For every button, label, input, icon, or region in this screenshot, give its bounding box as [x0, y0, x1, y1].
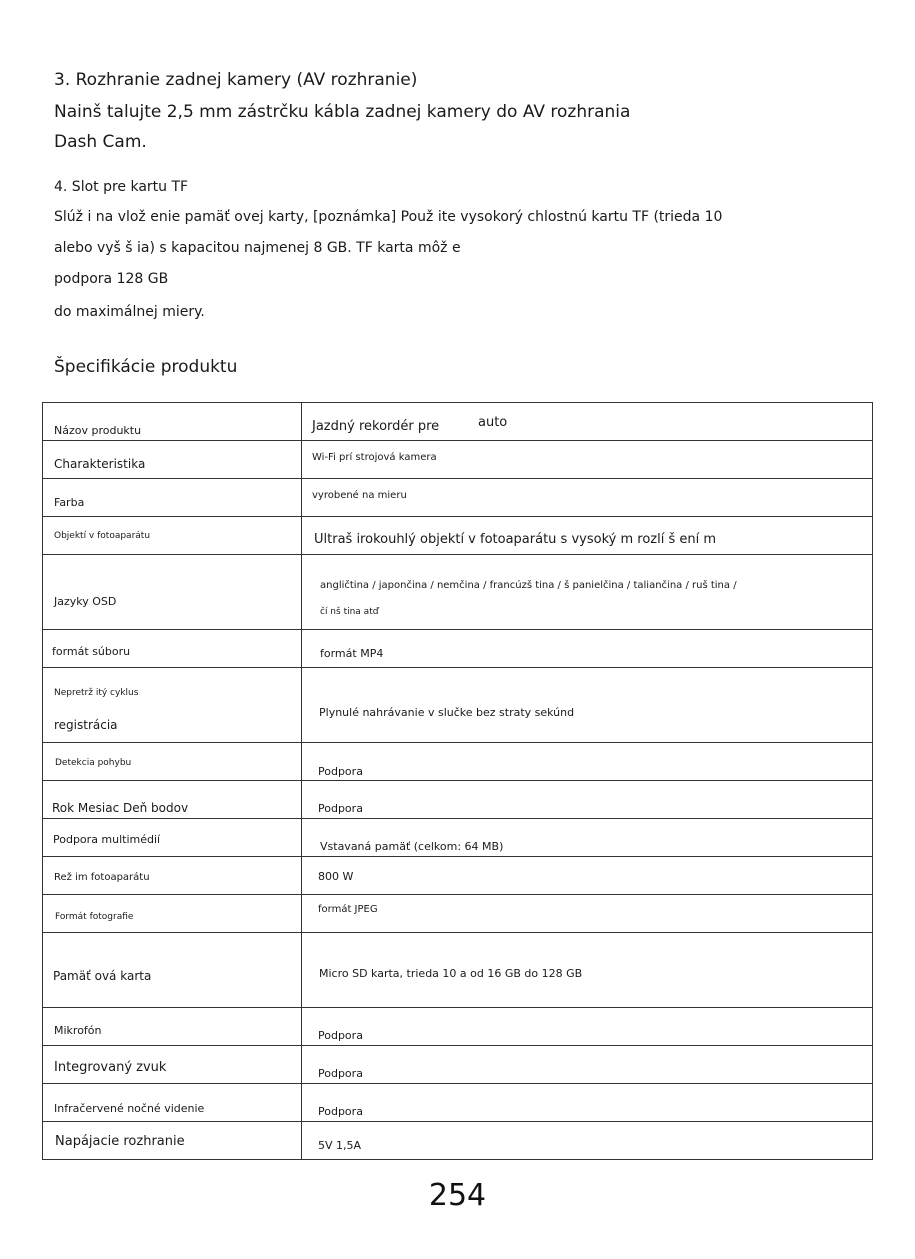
spec-value-line2: čí nš tina atď — [320, 607, 379, 617]
spec-label: formát súboru — [52, 645, 131, 658]
spec-value: Podpora — [318, 1029, 363, 1042]
spec-value-cell — [302, 933, 873, 1008]
table-row — [43, 1008, 873, 1046]
spec-value-cell — [302, 441, 873, 479]
spec-label-cell — [43, 895, 302, 933]
spec-label: Podpora multimédií — [53, 833, 161, 846]
spec-label-cell — [43, 555, 302, 630]
spec-label-cell — [43, 630, 302, 668]
spec-label-cell — [43, 1046, 302, 1084]
spec-label: Formát fotografie — [55, 912, 134, 922]
spec-label-cell — [43, 819, 302, 857]
spec-value-cell — [302, 403, 873, 441]
spec-value-cell — [302, 743, 873, 781]
section-text: Dash Cam. — [54, 132, 147, 152]
spec-value-cell — [302, 630, 873, 668]
spec-label: Charakteristika — [54, 457, 146, 471]
spec-value: 5V 1,5A — [318, 1139, 362, 1152]
spec-label: Napájacie rozhranie — [55, 1134, 185, 1149]
spec-value: Ultraš irokouhlý objektí v fotoaparátu s vysoký m rozlí š ení m — [314, 532, 717, 547]
table-row — [43, 857, 873, 895]
spec-label: Rež im fotoaparátu — [54, 872, 150, 883]
table-row — [43, 781, 873, 819]
spec-label-cell — [43, 857, 302, 895]
spec-label-cell — [43, 1008, 302, 1046]
table-row — [43, 743, 873, 781]
section-text: do maximálnej miery. — [54, 304, 205, 320]
section-text: Slúž i na vlož enie pamäť ovej karty, [poznámka] Použ ite vysokorý chlostnú kartu TF (trieda 10 — [54, 209, 723, 225]
spec-value-cell — [302, 668, 873, 743]
spec-label-cell — [43, 517, 302, 555]
section-heading-rear-camera: 3. Rozhranie zadnej kamery (AV rozhranie) — [54, 70, 418, 90]
spec-value-cell — [302, 857, 873, 895]
spec-value-cell — [302, 1046, 873, 1084]
spec-value: Podpora — [318, 802, 363, 815]
spec-value-cell — [302, 517, 873, 555]
spec-label: Rok Mesiac Deň bodov — [52, 801, 189, 815]
spec-value: Vstavaná pamäť (celkom: 64 MB) — [320, 840, 504, 853]
spec-label-cell — [43, 1122, 302, 1160]
spec-value: Jazdný rekordér pre — [312, 419, 440, 434]
spec-value-cell — [302, 1122, 873, 1160]
spec-value: 800 W — [318, 870, 354, 883]
spec-title: Špecifikácie produktu — [54, 357, 238, 377]
spec-value: Podpora — [318, 1105, 363, 1118]
section-text: Nainš talujte 2,5 mm zástrčku kábla zadnej kamery do AV rozhrania — [54, 102, 631, 122]
spec-label: Infračervené nočné videnie — [54, 1102, 205, 1115]
spec-value-extra: auto — [478, 415, 508, 430]
spec-value-cell — [302, 1084, 873, 1122]
spec-value-cell — [302, 781, 873, 819]
spec-value: Micro SD karta, trieda 10 a od 16 GB do 128 GB — [319, 967, 583, 980]
spec-value: vyrobené na mieru — [312, 490, 407, 501]
spec-label: Farba — [54, 496, 85, 509]
spec-value: angličtina / japončina / nemčina / francúzš tina / š panielčina / taliančina / ruš tina / — [320, 580, 737, 591]
spec-label-cell — [43, 668, 302, 743]
table-row — [43, 441, 873, 479]
spec-label-cell — [43, 403, 302, 441]
table-row — [43, 403, 873, 441]
spec-value: Podpora — [318, 765, 363, 778]
table-row — [43, 1046, 873, 1084]
table-row — [43, 517, 873, 555]
spec-label: Názov produktu — [54, 424, 142, 437]
spec-label: Detekcia pohybu — [55, 758, 132, 768]
spec-value: Plynulé nahrávanie v slučke bez straty sekúnd — [319, 706, 575, 719]
spec-label: Pamäť ová karta — [53, 969, 152, 983]
spec-label-cell — [43, 933, 302, 1008]
spec-label-cell — [43, 743, 302, 781]
spec-value-cell — [302, 479, 873, 517]
spec-label: Mikrofón — [54, 1024, 102, 1037]
spec-table — [42, 402, 873, 1160]
table-row — [43, 819, 873, 857]
spec-value-cell — [302, 895, 873, 933]
spec-label-cell — [43, 479, 302, 517]
table-row — [43, 479, 873, 517]
spec-value: Podpora — [318, 1067, 363, 1080]
spec-label-cell — [43, 781, 302, 819]
spec-value-cell — [302, 1008, 873, 1046]
spec-value: formát MP4 — [320, 647, 384, 660]
section-text: alebo vyš š ia) s kapacitou najmenej 8 GB. TF karta môž e — [54, 240, 461, 256]
spec-label: Objektí v fotoaparátu — [54, 531, 151, 541]
spec-label: Nepretrž itý cyklus — [54, 688, 139, 698]
spec-label-cell — [43, 441, 302, 479]
spec-label: Integrovaný zvuk — [54, 1060, 167, 1075]
section-text: podpora 128 GB — [54, 271, 169, 287]
table-row — [43, 630, 873, 668]
table-row — [43, 933, 873, 1008]
table-row — [43, 1084, 873, 1122]
spec-value-cell — [302, 555, 873, 630]
spec-label-line2: registrácia — [54, 718, 118, 732]
spec-value: Wi-Fi prí strojová kamera — [312, 452, 437, 463]
table-row — [43, 1122, 873, 1160]
spec-label: Jazyky OSD — [54, 595, 117, 608]
table-row — [43, 555, 873, 630]
spec-value-cell — [302, 819, 873, 857]
spec-label-cell — [43, 1084, 302, 1122]
table-row — [43, 895, 873, 933]
section-heading-tf-slot: 4. Slot pre kartu TF — [54, 179, 189, 195]
page-number: 254 — [428, 1178, 487, 1213]
table-row — [43, 668, 873, 743]
spec-value: formát JPEG — [318, 904, 378, 915]
